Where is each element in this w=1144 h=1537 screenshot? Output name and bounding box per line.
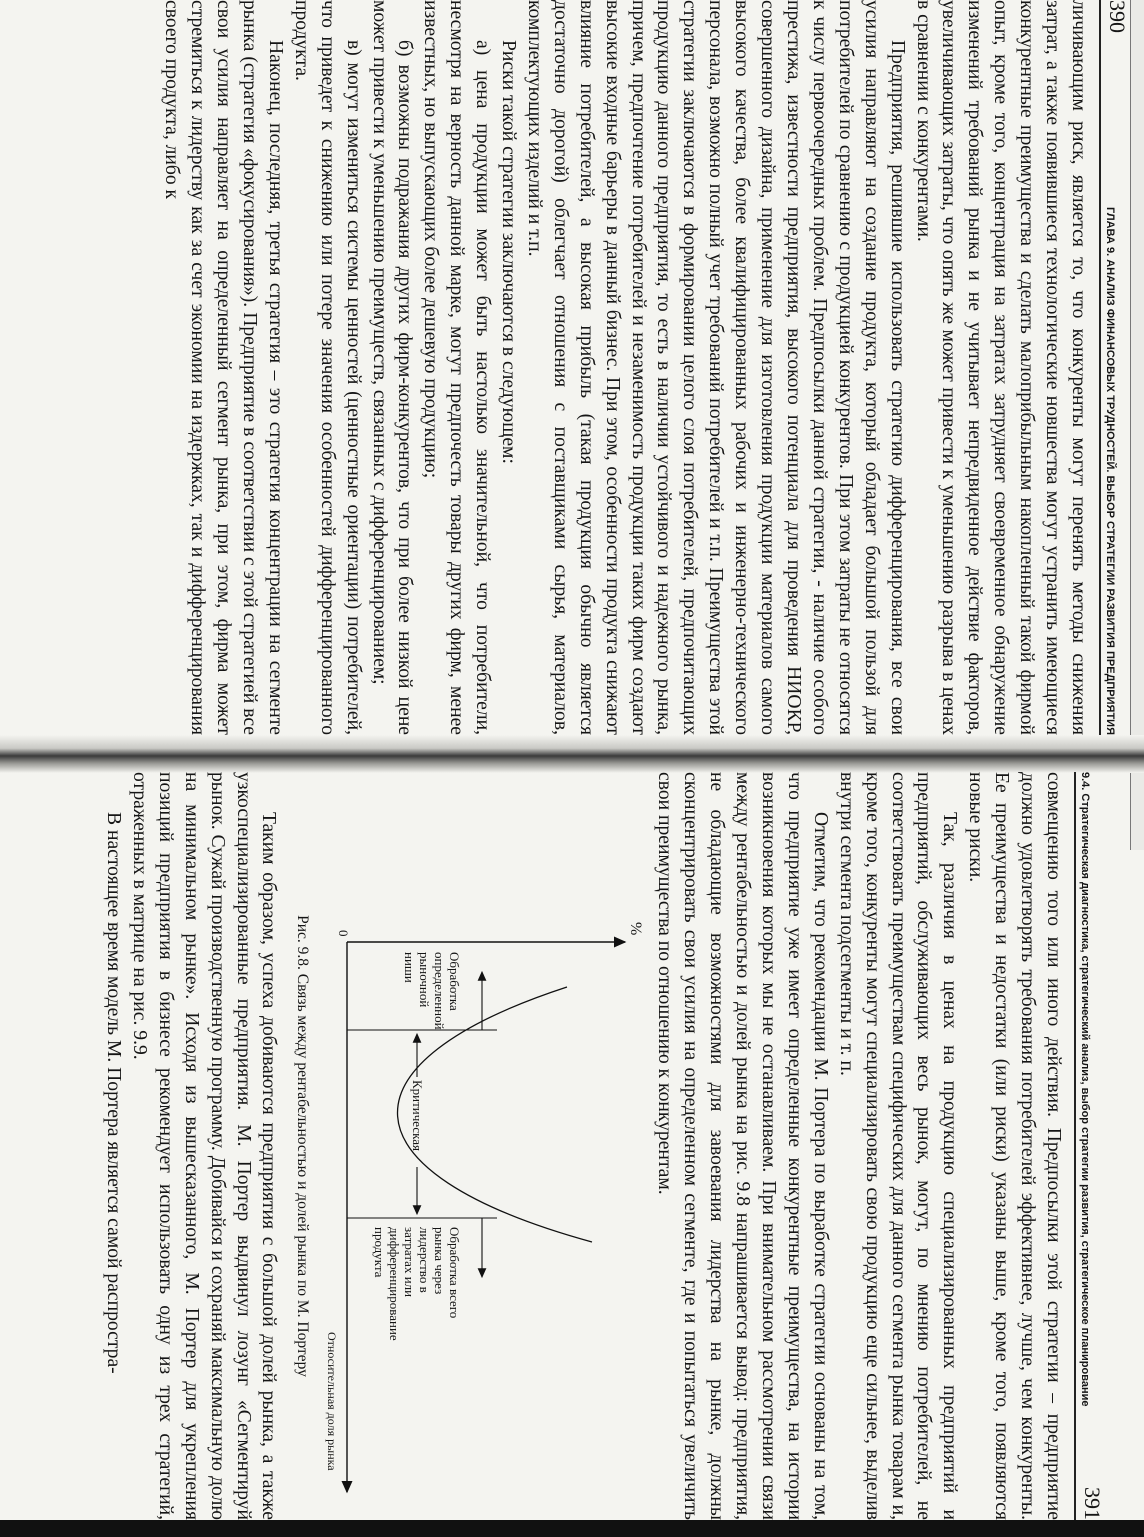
paragraph: Так, различия в ценах на продукцию специализированных предприятий и предприятий, обслуживающих весь рынок, могут, по мнению потребителей, не соответствовать преимуществам специфических для данного сегмента рынка товарам и, кроме того, конкуренты могут специализировать свою продукцию еще сильнее, выделив внутри сегмента подсегменты и т. п.	[835, 772, 961, 1520]
page-391	[25, 772, 1105, 1520]
figure-9-8	[318, 772, 648, 1520]
y-axis-label: %	[627, 922, 645, 936]
scan-border	[0, 1520, 1144, 1537]
figure-caption: Рис. 9.8. Связь между рентабельностью и долей рынка по М. Портеру	[294, 915, 312, 1377]
origin-label: 0	[336, 930, 352, 937]
figure-diagram	[318, 772, 648, 1520]
book-spine	[0, 735, 1144, 773]
paragraph: Наконец, последняя, третья стратегия – это стратегия концентрации на сегменте рынка (стратегия «фокусирования»). Предприятие в соответствии с этой стратегией все свои усилия направляет на определенный сегмент рынка, при этом, фирма может стремиться к лидерству как за счет экономии на издержках, так и дифференцирования своего продукта, либо к	[161, 0, 286, 735]
paragraph: В настоящее время модель М. Портера является самой распростра-	[103, 812, 125, 1374]
paragraph: б) возможны подражания других фирм-конкурентов, что при более низкой цене может привести к уменьшению преимуществ, связанных с дифференцированием;	[368, 0, 416, 735]
niche-label: Обработка определенной рыночной ниши	[402, 952, 463, 1030]
running-header	[1074, 772, 1105, 1520]
page-390	[30, 0, 1130, 735]
page-edge	[1130, 0, 1144, 850]
page-number: 391	[1080, 1487, 1105, 1520]
running-header	[1099, 0, 1130, 735]
section-header: 9.4. Стратегическая диагностика, стратегический анализ, выбор стратегии развития, стратегическое планирование	[1079, 772, 1091, 1407]
paragraph: совмещению того или иного действия. Предпосылки этой стратегии – предприятие должно удовлетворять требования потребителей эффективнее, лучше, чем конкуренты. Ее преимущества и недостатки (или риски) указаны выше, кроме того, появляются новые риски.	[965, 772, 1064, 1520]
paragraph: Риски такой стратегии заключаются в следующем:	[498, 40, 520, 464]
paragraph: а) цена продукции может быть настолько значительной, что потребители, несмотря на верность данной марке, могут предпочесть товары других фирм, менее известных, но выпускающих более дешевую продукцию;	[420, 0, 494, 735]
paragraph: Таким образом, успеха добиваются предприятия с большой долей рынка, а также узкоспециализированные предприятия. М. Портер выдвинул лозунг «Сегментируй рынок. Сужай производственную программу. Добивайся и сохраняй максимальную долю на минимальном рынке». Исходя из вышесказанного, М. Портер для укрепления позиций предприятия в бизнесе рекомендует использовать одну из трех стратегий, отраженных в матрице на рис. 9.9.	[128, 772, 280, 1520]
chapter-header: ГЛАВА 9. АНАЛИЗ ФИНАНСОВЫХ ТРУДНОСТЕЙ. ВЫБОР СТРАТЕГИИ РАЗВИТИЯ ПРЕДПРИЯТИЯ	[1104, 206, 1116, 735]
whole-market-label: Обработка всего рынка через лидерство в затратах или дифференцирование продукта	[372, 1227, 463, 1341]
paragraph: в) могут измениться системы ценностей (ценностные ориентации) потребителей, что приведет к снижению или потере значения особенностей дифференцированного продукта.	[290, 0, 364, 735]
page-number: 390	[1105, 0, 1130, 33]
critical-label: Критическая	[410, 1080, 426, 1152]
paragraph: личивающим риск, является то, что конкуренты могут перенять методы снижения затрат, а также появившиеся технологические новшества могут устранить имеющиеся конкурентные преимущества и сделать малоприбыльным накопленный такой фирмой опыт, кроме того, концентрация на затратах затрудняет своевременное обнаружение изменений требований рынка и не учитывает непредвиденное действие факторов, увеличивающих затраты, что опять же может привести к уменьшению разрыва в ценах в сравнении с конкурентами.	[912, 0, 1089, 735]
x-axis-label: Относительная доля рынка	[325, 1332, 340, 1471]
paragraph: Отметим, что рекомендации М. Портера по выработке стратегии основаны на том, что предприятие уже имеет определенные конкурентные преимущества, на истории возникновения которых мы не останавливаем. При внимательном рассмотрении связи между рентабельностью и долей рынка на рис. 9.8 напрашивается вывод: предприятия, не обладающие возможностями для завоевания лидерства на рынке, должны сконцентрировать свои усилия на определенном сегменте, где и попытаться увеличить свои преимущества по отношению к конкурентам.	[654, 772, 831, 1520]
paragraph: Предприятия, решившие использовать стратегию дифференцирования, все свои усилия направляют на создание продукта, который обладает большой пользой для потребителей по сравнению с продукцией конкурентов. При этом затраты не относятся к числу первоочередных проблем. Предпосылки данной стратегии, - наличие особого престижа, известности предприятия, высокого потенциала для проведения НИОКР, совершенного дизайна, применение для изготовления продукции материалов самого высокого качества, более квалифицированных рабочих и инженерно-технического персонала, возможно полный учет требований потребителей и т.п. Преимущества этой стратегии заключаются в формировании целого слоя потребителей, предпочитающих продукцию данного предприятия, то есть в наличии устойчивого и надежного рынка, причем, предпочтение потребителей и незаменимость продукции таких фирм создают высокие входные барьеры в данный бизнес. При этом, особенности продукта снижают влияние потребителей, а высокая прибыль (такая продукция обычно является достаточно дорогой) облегчает отношения с поставщиками сырья, материалов, комплектующих изделий и т.п.	[523, 0, 908, 735]
